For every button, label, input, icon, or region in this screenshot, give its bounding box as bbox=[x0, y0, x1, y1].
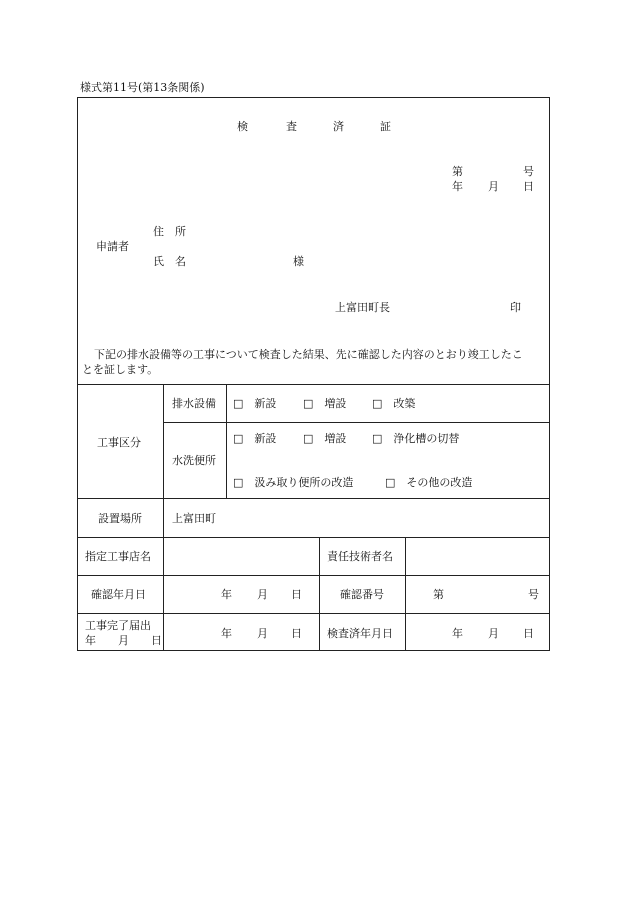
issue-date-month: 月 bbox=[488, 180, 499, 193]
completion-notice-date-units: 年 月 日 bbox=[85, 634, 162, 647]
title-char-2: 査 bbox=[286, 120, 297, 133]
applicant-name-label: 氏 名 bbox=[153, 255, 186, 268]
confirm-date-month: 月 bbox=[257, 588, 268, 601]
form-number-label: 様式第11号(第13条関係) bbox=[80, 81, 205, 94]
column-divider-3 bbox=[319, 537, 320, 651]
title-char-3: 済 bbox=[333, 120, 344, 133]
table-top-line bbox=[77, 384, 550, 385]
row-divider-3 bbox=[77, 575, 550, 576]
work-category-label: 工事区分 bbox=[97, 436, 141, 449]
statement-line-1: 下記の排水設備等の工事について検査した結果、先に確認した内容のとおり竣工したこ bbox=[94, 348, 523, 361]
confirm-number-label: 確認番号 bbox=[340, 588, 384, 601]
title-char-1: 検 bbox=[237, 120, 248, 133]
column-divider-4 bbox=[405, 537, 406, 651]
title-char-4: 証 bbox=[380, 120, 391, 133]
confirm-date-year: 年 bbox=[221, 588, 232, 601]
confirm-date-day: 日 bbox=[291, 588, 302, 601]
toilet-option-pit-conversion[interactable]: □ 汲み取り便所の改造 bbox=[233, 476, 354, 489]
toilet-label: 水洗便所 bbox=[172, 454, 216, 467]
row-divider-2 bbox=[77, 537, 550, 538]
applicant-label: 申請者 bbox=[96, 240, 129, 253]
issue-date-day: 日 bbox=[523, 180, 534, 193]
column-divider-1 bbox=[163, 384, 164, 651]
inspection-date-label: 検査済年月日 bbox=[327, 627, 393, 640]
toilet-option-new[interactable]: □ 新設 bbox=[233, 432, 277, 445]
confirm-date-label: 確認年月日 bbox=[91, 588, 146, 601]
toilet-option-septic-switch[interactable]: □ 浄化槽の切替 bbox=[372, 432, 460, 445]
completion-date-year: 年 bbox=[221, 627, 232, 640]
contractor-label: 指定工事店名 bbox=[85, 550, 151, 563]
drainage-label: 排水設備 bbox=[172, 397, 216, 410]
engineer-label: 責任技術者名 bbox=[327, 550, 393, 563]
location-value: 上富田町 bbox=[172, 512, 216, 525]
statement-line-2: とを証します。 bbox=[82, 363, 159, 376]
drainage-option-new[interactable]: □ 新設 bbox=[233, 397, 277, 410]
completion-notice-label: 工事完了届出 bbox=[85, 619, 151, 632]
drainage-option-rebuild[interactable]: □ 改築 bbox=[372, 397, 416, 410]
inspection-date-day: 日 bbox=[523, 627, 534, 640]
seal-mark: 印 bbox=[510, 301, 521, 314]
drainage-divider bbox=[163, 422, 550, 423]
confirm-number-suffix: 号 bbox=[528, 588, 539, 601]
toilet-option-other-conversion[interactable]: □ その他の改造 bbox=[385, 476, 473, 489]
row-divider-4 bbox=[77, 613, 550, 614]
row-divider-1 bbox=[77, 498, 550, 499]
confirm-number-prefix: 第 bbox=[433, 588, 444, 601]
completion-date-day: 日 bbox=[291, 627, 302, 640]
certificate-number-prefix: 第 bbox=[452, 165, 463, 178]
honorific-label: 様 bbox=[293, 255, 304, 268]
issuer-title: 上富田町長 bbox=[335, 301, 390, 314]
inspection-date-year: 年 bbox=[452, 627, 463, 640]
certificate-number-suffix: 号 bbox=[523, 165, 534, 178]
toilet-option-extend[interactable]: □ 増設 bbox=[303, 432, 347, 445]
completion-date-month: 月 bbox=[257, 627, 268, 640]
location-label: 設置場所 bbox=[98, 512, 142, 525]
applicant-address-label: 住 所 bbox=[153, 225, 186, 238]
drainage-option-extend[interactable]: □ 増設 bbox=[303, 397, 347, 410]
inspection-date-month: 月 bbox=[488, 627, 499, 640]
column-divider-2 bbox=[226, 384, 227, 498]
issue-date-year: 年 bbox=[452, 180, 463, 193]
